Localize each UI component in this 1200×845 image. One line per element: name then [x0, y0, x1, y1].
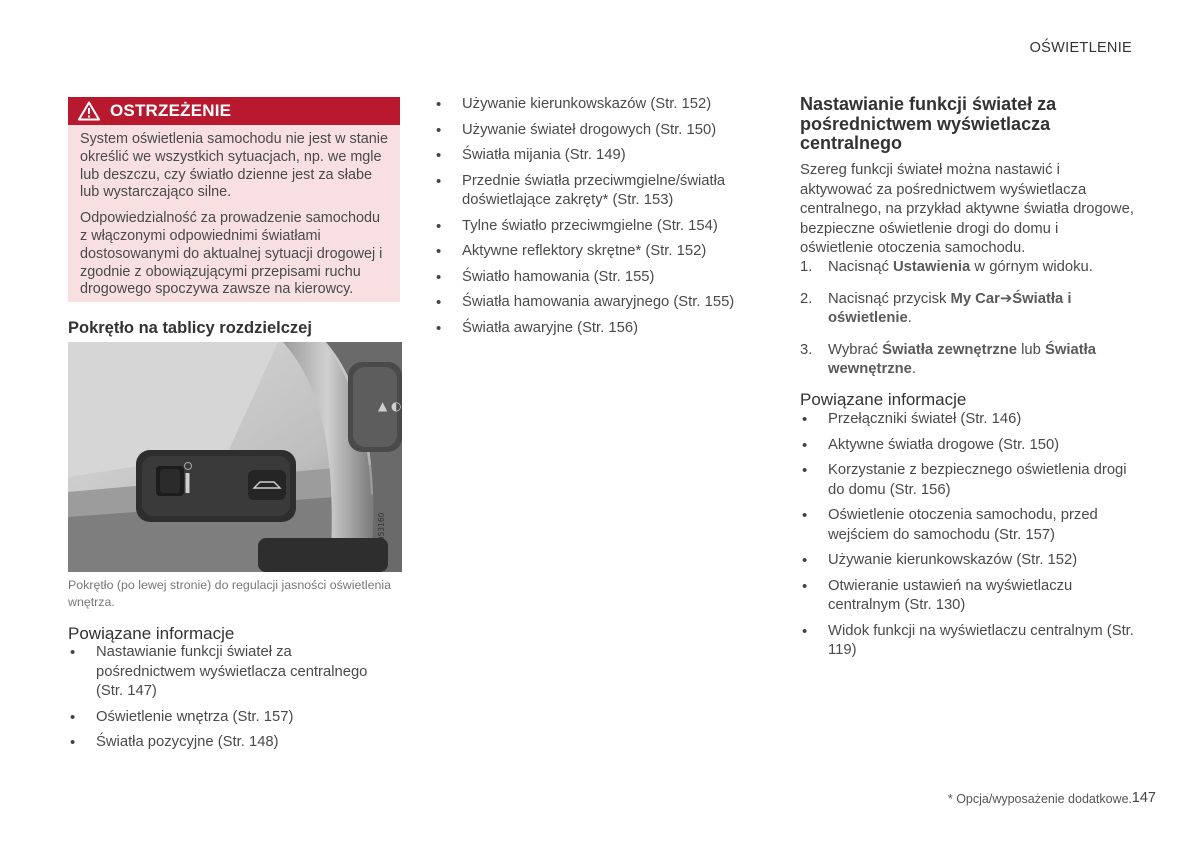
step-text: w górnym widoku. [970, 259, 1093, 275]
list-item[interactable]: • Przednie światła przeciwmgielne/światła doświetlające zakręty* (Str. 153) [434, 172, 754, 211]
menu-lights: Światła i oświetlenie [828, 290, 1072, 326]
image-code: G053160 [377, 512, 386, 547]
list-item[interactable]: • Aktywne reflektory skrętne* (Str. 152) [434, 242, 754, 262]
step-item [800, 341, 1120, 380]
left-related-heading: Powiązane informacje [68, 624, 235, 643]
list-item[interactable]: • Aktywne światła drogowe (Str. 150) [800, 436, 1135, 456]
menu-my-car: My Car [950, 290, 1000, 307]
menu-exterior-lights: Światła zewnętrzne [882, 341, 1017, 358]
dashboard-dial-photo [68, 342, 402, 572]
list-item[interactable]: • Przełączniki świateł (Str. 146) [800, 410, 1135, 430]
list-item[interactable]: • Widok funkcji na wyświetlaczu centralnym (Str. 119) [800, 622, 1135, 661]
middle-related-list [434, 95, 754, 338]
photo-caption: Pokrętło (po lewej stronie) do regulacji jasności oświetlenia wnętrza. [68, 578, 392, 609]
list-item[interactable]: • Światło hamowania (Str. 155) [434, 268, 754, 288]
step-item [800, 258, 1120, 278]
step-text: Nacisnąć przycisk [828, 290, 951, 307]
arrow-right-icon: ➔ [999, 290, 1013, 307]
warning-title: OSTRZEŻENIE [110, 101, 232, 120]
section-header: OŚWIETLENIE [1029, 40, 1132, 56]
list-item[interactable]: • Światła awaryjne (Str. 156) [434, 319, 754, 339]
list-item[interactable]: • Używanie kierunkowskazów (Str. 152) [434, 95, 754, 115]
list-item[interactable]: • Światła mijania (Str. 149) [434, 146, 754, 166]
menu-ustawienia: Ustawienia [892, 259, 971, 275]
step-number: 1. [800, 259, 813, 275]
step-text: lub [1017, 341, 1045, 358]
list-item[interactable]: • Używanie kierunkowskazów (Str. 152) [800, 551, 1135, 571]
footer-note: * Opcja/wyposażenie dodatkowe. [947, 792, 1132, 806]
warning-paragraph: System oświetlenia samochodu nie jest w stanie określić we wszystkich sytuacjach, np. we mgle lub deszczu, czy światło dzienne jest za słabe lub wystarczająco silne. [80, 131, 388, 201]
steps-list [800, 258, 1120, 380]
step-text: Nacisnąć [828, 259, 893, 275]
list-item[interactable]: • Światła hamowania awaryjnego (Str. 155) [434, 293, 754, 313]
step-number: 3. [800, 341, 813, 358]
menu-interior-lights: Światła wewnętrzne [828, 341, 1096, 377]
list-item[interactable]: • Korzystanie z bezpiecznego oświetlenia drogi do domu (Str. 156) [800, 461, 1135, 500]
right-related-heading: Powiązane informacje [800, 390, 967, 409]
dashboard-dial-heading: Pokrętło na tablicy rozdzielczej [68, 319, 312, 337]
list-item[interactable]: • Oświetlenie otoczenia samochodu, przed wejściem do samochodu (Str. 157) [800, 506, 1135, 545]
warning-triangle-icon [78, 101, 100, 121]
step-text: . [907, 310, 912, 326]
page-number: 147 [1131, 790, 1156, 806]
list-item[interactable]: • Otwieranie ustawień na wyświetlaczu centralnym (Str. 130) [800, 577, 1135, 616]
list-item[interactable]: • Używanie świateł drogowych (Str. 150) [434, 121, 754, 141]
step-item [800, 290, 1120, 329]
list-item[interactable]: • Nastawianie funkcji świateł za pośrednictwem wyświetlacza centralnego (Str. 147) [68, 643, 388, 702]
svg-text:▲ ◐: ▲ ◐ [378, 399, 402, 413]
right-heading: Nastawianie funkcji świateł za pośrednictwem wyświetlacza centralnego [800, 94, 1057, 153]
step-text: Wybrać [828, 341, 883, 358]
warning-banner [68, 97, 400, 125]
warning-body [68, 125, 400, 302]
step-text: . [911, 361, 916, 377]
list-item[interactable]: • Światła pozycyjne (Str. 148) [68, 733, 388, 753]
list-item[interactable]: • Tylne światło przeciwmgielne (Str. 154) [434, 217, 754, 237]
left-related-list [68, 643, 388, 753]
right-related-list [800, 410, 1135, 661]
step-number: 2. [800, 290, 813, 307]
right-intro: Szereg funkcji świateł można nastawić i aktywować za pośrednictwem wyświetlacza centralnego, na przykład aktywne światła drogowe, bezpieczne oświetlenie drogi do domu i oświetlenie otoczenia samochodu. [800, 162, 1134, 256]
warning-paragraph: Odpowiedzialność za prowadzenie samochodu z włączonymi odpowiednimi światłami dostosowanymi do aktualnej sytuacji drogowej i zgodnie z obowiązującymi przepisami ruchu drogowego spoczywa zawsze na kierowcy. [80, 210, 383, 298]
list-item[interactable]: • Oświetlenie wnętrza (Str. 157) [68, 708, 388, 728]
